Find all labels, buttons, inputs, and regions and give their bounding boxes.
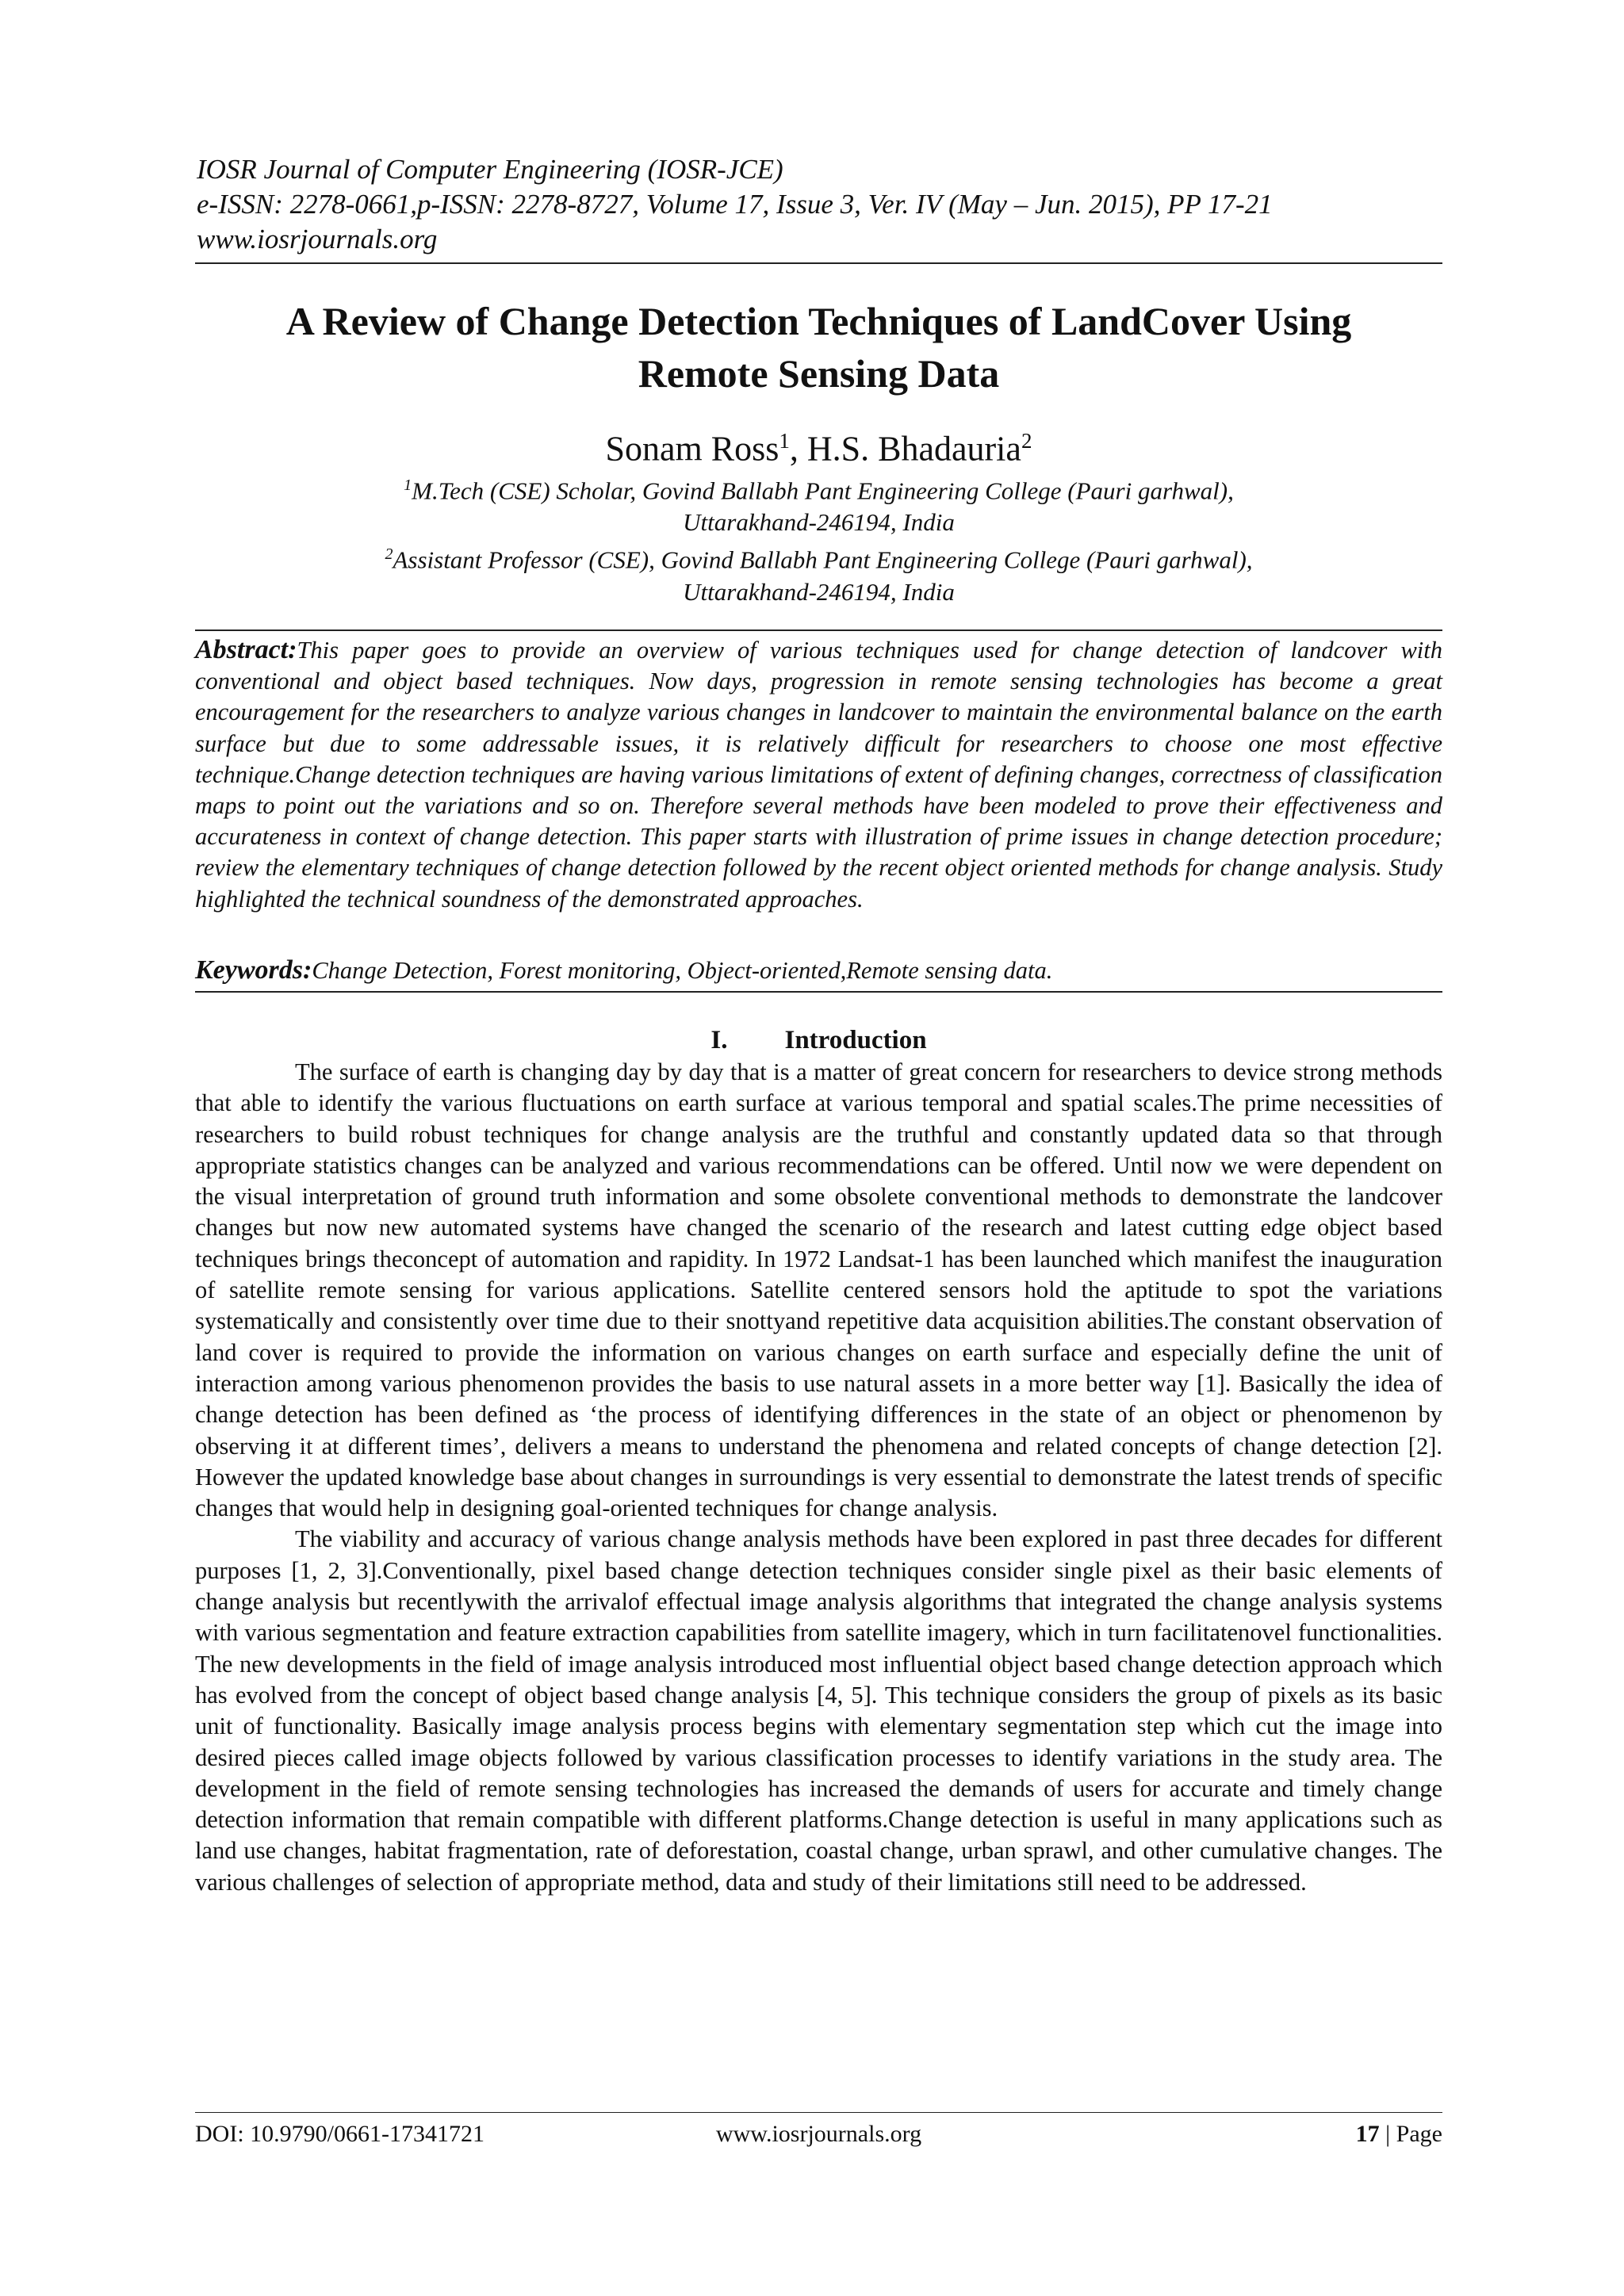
paper-title — [195, 295, 1442, 400]
running-header — [197, 152, 1442, 257]
header-rule — [195, 262, 1442, 264]
author-2-affiliation-mark: 2 — [1021, 429, 1032, 453]
paragraph-1: The surface of earth is changing day by day that is a matter of great concern for researchers to device strong methods that able to identify the various fluctuations on earth surface at various temporal and spatial scales.The prime necessities of researchers to build robust techniques for change analysis are the truthful and constantly updated data so that through appropriate statistics changes can be analyzed and various recommendations can be offered. Until now we were dependent on the visual interpretation of ground truth information and some obsolete conventional methods to demonstrate the landcover changes but now new automated systems have changed the scenario of the research and latest cutting edge object based techniques brings theconcept of automation and rapidity. In 1972 Landsat-1 has been launched which manifest the inauguration of satellite remote sensing for various applications. Satellite centered sensors hold the aptitude to spot the variations systematically and consistently over time due to their snottyand repetitive data acquisition abilities.The constant observation of land cover is required to provide the information on various changes on earth surface and especially define the unit of interaction among various phenomenon provides the basis to use natural assets in a more better way [1]. Basically the idea of change detection has been defined as ‘the process of identifying differences in the state of an object or phenomenon by observing it at different times’, delivers a means to understand the phenomena and related concepts of change detection [2]. However the updated knowledge base about changes in surroundings is very essential to demonstrate the latest trends of specific changes that would help in designing goal-oriented techniques for change analysis. — [195, 1058, 1442, 1522]
affiliation-2-mark: 2 — [385, 545, 393, 564]
body-text — [195, 1057, 1442, 1898]
affiliations — [195, 469, 1442, 608]
keywords-label: Keywords: — [195, 955, 312, 985]
abstract-label: Abstract: — [195, 635, 297, 664]
section-title: Introduction — [784, 1026, 927, 1054]
affiliation-1-line-1 — [195, 469, 1442, 507]
abstract-bottom-rule — [195, 991, 1442, 993]
affiliation-1-mark: 1 — [404, 476, 412, 494]
author-list — [195, 419, 1442, 472]
abstract-top-rule — [195, 629, 1442, 631]
page-label: | Page — [1379, 2121, 1442, 2147]
header-website[interactable]: www.iosrjournals.org — [197, 224, 438, 254]
affiliation-2-line-1 — [195, 538, 1442, 576]
footer-rule — [195, 2112, 1442, 2113]
affiliation-2-text: Assistant Professor (CSE), Govind Ballabh Pant Engineering College (Pauri garhwal), — [393, 545, 1253, 574]
author-separator: , — [789, 429, 807, 469]
affiliation-1-text: M.Tech (CSE) Scholar, Govind Ballabh Pant Engineering College (Pauri garhwal), — [412, 476, 1234, 505]
author-2: H.S. Bhadauria — [806, 429, 1021, 469]
abstract-text: This paper goes to provide an overview of various techniques used for change detection of landcover with conventional and object based techniques. Now days, progression in remote sensing technologies has become a great encouragement for the researchers to analyze various changes in landcover to maintain the environmental balance on the earth surface but due to some addressable issues, it is relatively difficult for researchers to choose one most effective technique.Change detection techniques are having various limitations of extent of defining changes, correctness of classification maps to point out the variations and so on. Therefore several methods have been modeled to prove their effectiveness and accurateness in context of change detection. This paper starts with illustration of prime issues in change detection procedure; review the elementary techniques of change detection followed by the recent object oriented methods for change analysis. Study highlighted the technical soundness of the demonstrated approaches. — [195, 637, 1442, 913]
section-heading — [195, 1023, 1442, 1058]
footer-website[interactable]: www.iosrjournals.org — [715, 2121, 922, 2147]
author-1-affiliation-mark: 1 — [779, 429, 790, 453]
section-number: I. — [710, 1026, 728, 1054]
affiliation-1-line-2: Uttarakhand-246194, India — [683, 508, 955, 537]
footer-doi: DOI: 10.9790/0661-17341721 — [195, 2121, 485, 2147]
issn-line: e-ISSN: 2278-0661,p-ISSN: 2278-8727, Volume 17, Issue 3, Ver. IV (May – Jun. 2015), PP 17-21 — [197, 189, 1273, 220]
page-footer — [195, 2117, 1442, 2152]
title-line-1: A Review of Change Detection Techniques of LandCover Using — [285, 299, 1352, 343]
footer-page — [1356, 2117, 1442, 2152]
journal-name: IOSR Journal of Computer Engineering (IOSR-JCE) — [197, 154, 783, 185]
affiliation-2-line-2: Uttarakhand-246194, India — [683, 577, 955, 606]
abstract — [195, 634, 1442, 915]
keywords-text: Change Detection, Forest monitoring, Object-oriented,Remote sensing data. — [312, 957, 1053, 984]
page-number: 17 — [1355, 2121, 1380, 2147]
paragraph-2: The viability and accuracy of various change analysis methods have been explored in past three decades for different purposes [1, 2, 3].Conventionally, pixel based change detection techniques consider single pixel as their basic elements of change analysis but recentlywith the arrivalof effectual image analysis algorithms that integrated the change analysis systems with various segmentation and feature extraction capabilities from satellite imagery, which in turn facilitatenovel functionalities. The new developments in the field of image analysis introduced most influential object based change detection approach which has evolved from the concept of object based change analysis [4, 5]. This technique considers the group of pixels as its basic unit of functionality. Basically image analysis process begins with elementary segmentation step which cut the image into desired pieces called image objects followed by various classification processes to identify variations in the study area. The development in the field of remote sensing technologies has increased the demands of users for accurate and timely change detection information that remain compatible with different platforms.Change detection is useful in many applications such as land use changes, habitat fragmentation, rate of deforestation, coastal change, urban sprawl, and other cumulative changes. The various challenges of selection of appropriate method, data and study of their limitations still need to be addressed. — [195, 1525, 1442, 1896]
title-line-2: Remote Sensing Data — [638, 351, 1000, 396]
author-1: Sonam Ross — [605, 429, 779, 469]
keywords — [195, 955, 1442, 986]
